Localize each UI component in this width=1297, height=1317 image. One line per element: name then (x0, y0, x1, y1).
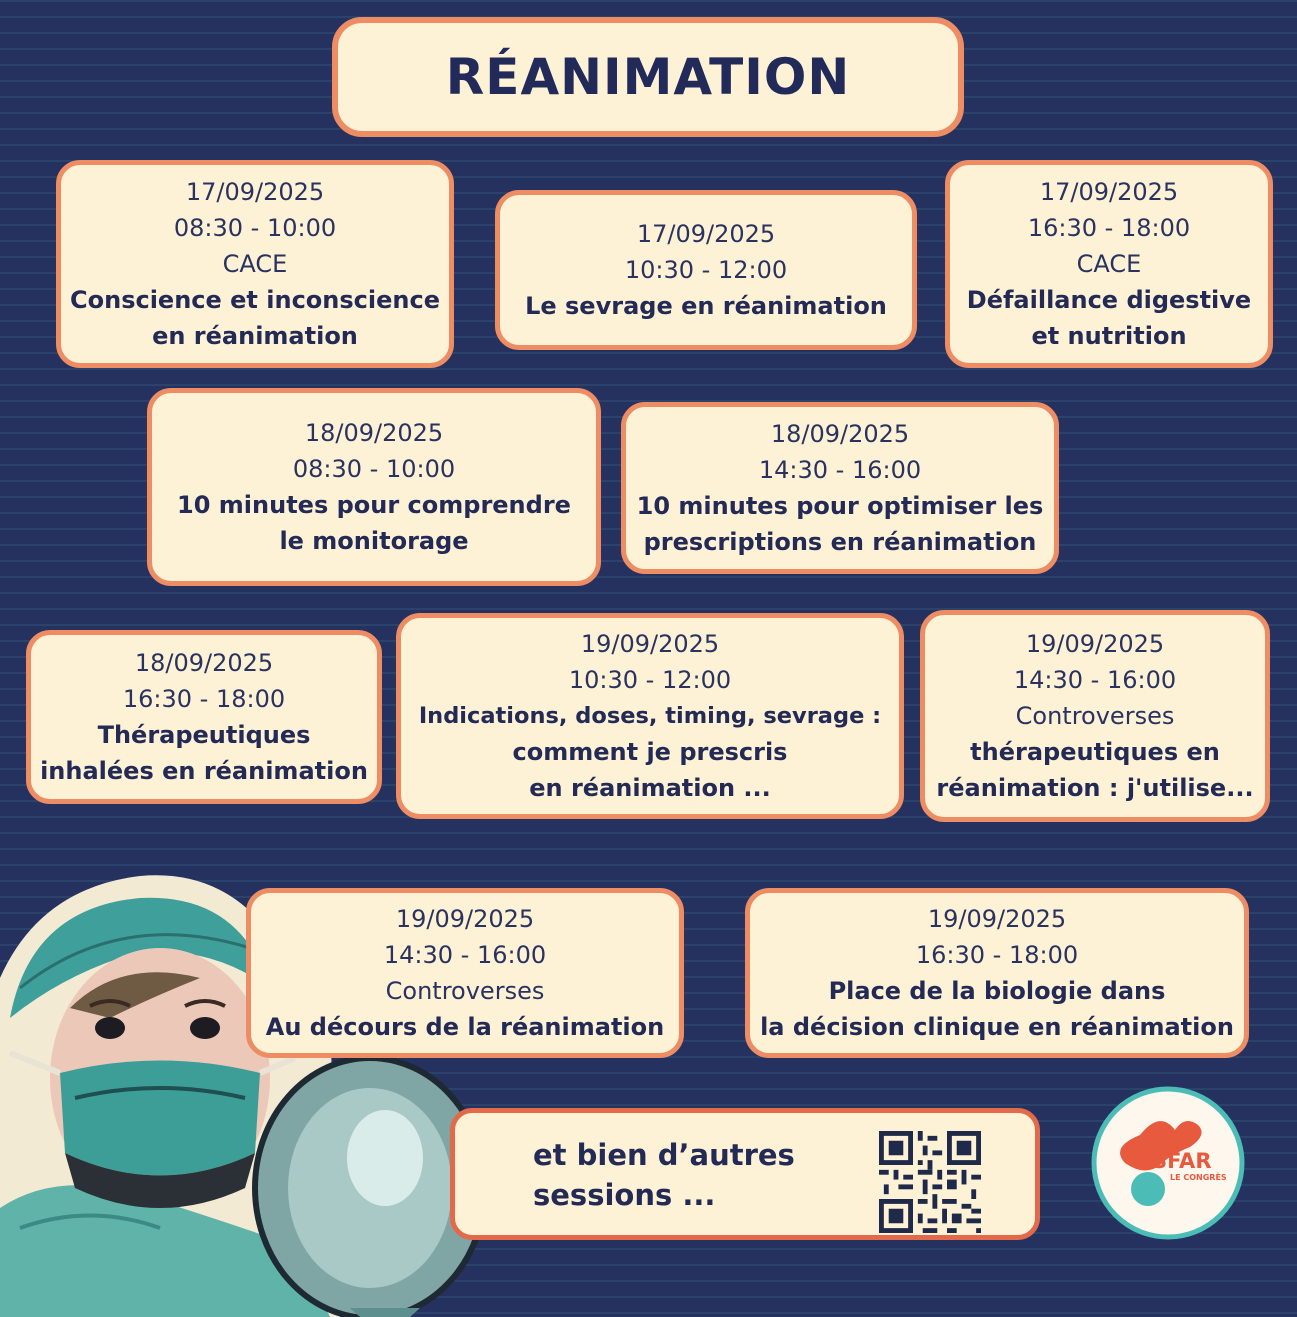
session-time: 14:30 - 16:00 (1013, 666, 1177, 694)
session-date: 18/09/2025 (134, 649, 274, 677)
session-title-line: en réanimation ... (529, 774, 771, 802)
session-category: Controverses (385, 977, 545, 1005)
session-card (246, 888, 684, 1058)
session-date: 19/09/2025 (927, 905, 1067, 933)
logo-wordmark: SFAR (1152, 1149, 1212, 1173)
session-time: 16:30 - 18:00 (1027, 214, 1191, 242)
session-title-line: comment je prescris (512, 738, 788, 766)
sfar-logo (1090, 1085, 1246, 1241)
session-title-line: en réanimation (152, 322, 358, 350)
session-time: 08:30 - 10:00 (292, 455, 456, 483)
session-time: 14:30 - 16:00 (383, 941, 547, 969)
more-sessions-text: et bien d’autres sessions ... (533, 1138, 795, 1212)
session-title-line: Conscience et inconscience (70, 286, 440, 314)
session-title-line: réanimation : j'utilise... (936, 774, 1254, 802)
page-title: RÉANIMATION (445, 48, 851, 106)
session-title-line: Indications, doses, timing, sevrage : (418, 703, 882, 729)
session-date: 17/09/2025 (185, 178, 325, 206)
session-time: 16:30 - 18:00 (915, 941, 1079, 969)
session-card (396, 613, 904, 819)
session-title-line: thérapeutiques en (970, 738, 1220, 766)
session-time: 14:30 - 16:00 (758, 456, 922, 484)
session-card (26, 630, 382, 804)
session-date: 19/09/2025 (580, 630, 720, 658)
session-title-line: la décision clinique en réanimation (760, 1013, 1234, 1041)
session-card (56, 160, 454, 368)
session-date: 18/09/2025 (770, 420, 910, 448)
session-card (147, 388, 601, 586)
session-card (745, 888, 1249, 1058)
session-title-line: prescriptions en réanimation (643, 528, 1037, 556)
session-time: 16:30 - 18:00 (122, 685, 286, 713)
session-title-line: Le sevrage en réanimation (525, 292, 887, 320)
session-date: 19/09/2025 (1025, 630, 1165, 658)
session-card (495, 190, 917, 350)
page-title-banner (332, 17, 964, 137)
session-category: CACE (1076, 250, 1142, 278)
more-sessions-card[interactable] (450, 1108, 1040, 1240)
session-card (920, 610, 1270, 822)
session-title-line: Défaillance digestive (966, 286, 1252, 314)
session-card (621, 402, 1059, 574)
logo-subtitle: LE CONGRÈS (1170, 1173, 1227, 1182)
session-title-line: Au décours de la réanimation (265, 1013, 665, 1041)
session-category: Controverses (1015, 702, 1175, 730)
session-title-line: Thérapeutiques (97, 721, 311, 749)
session-title-line: 10 minutes pour comprendre (177, 491, 571, 519)
session-title-line: 10 minutes pour optimiser les (636, 492, 1044, 520)
session-time: 10:30 - 12:00 (568, 666, 732, 694)
qr-code-icon[interactable] (879, 1131, 981, 1233)
session-title-line: et nutrition (1031, 322, 1187, 350)
session-time: 08:30 - 10:00 (173, 214, 337, 242)
session-title-line: inhalées en réanimation (40, 757, 368, 785)
session-date: 17/09/2025 (1039, 178, 1179, 206)
session-date: 18/09/2025 (304, 419, 444, 447)
session-category: CACE (222, 250, 288, 278)
session-title-line: Place de la biologie dans (828, 977, 1166, 1005)
session-title-line: le monitorage (279, 527, 469, 555)
session-time: 10:30 - 12:00 (624, 256, 788, 284)
session-card (945, 160, 1273, 368)
session-date: 17/09/2025 (636, 220, 776, 248)
session-date: 19/09/2025 (395, 905, 535, 933)
